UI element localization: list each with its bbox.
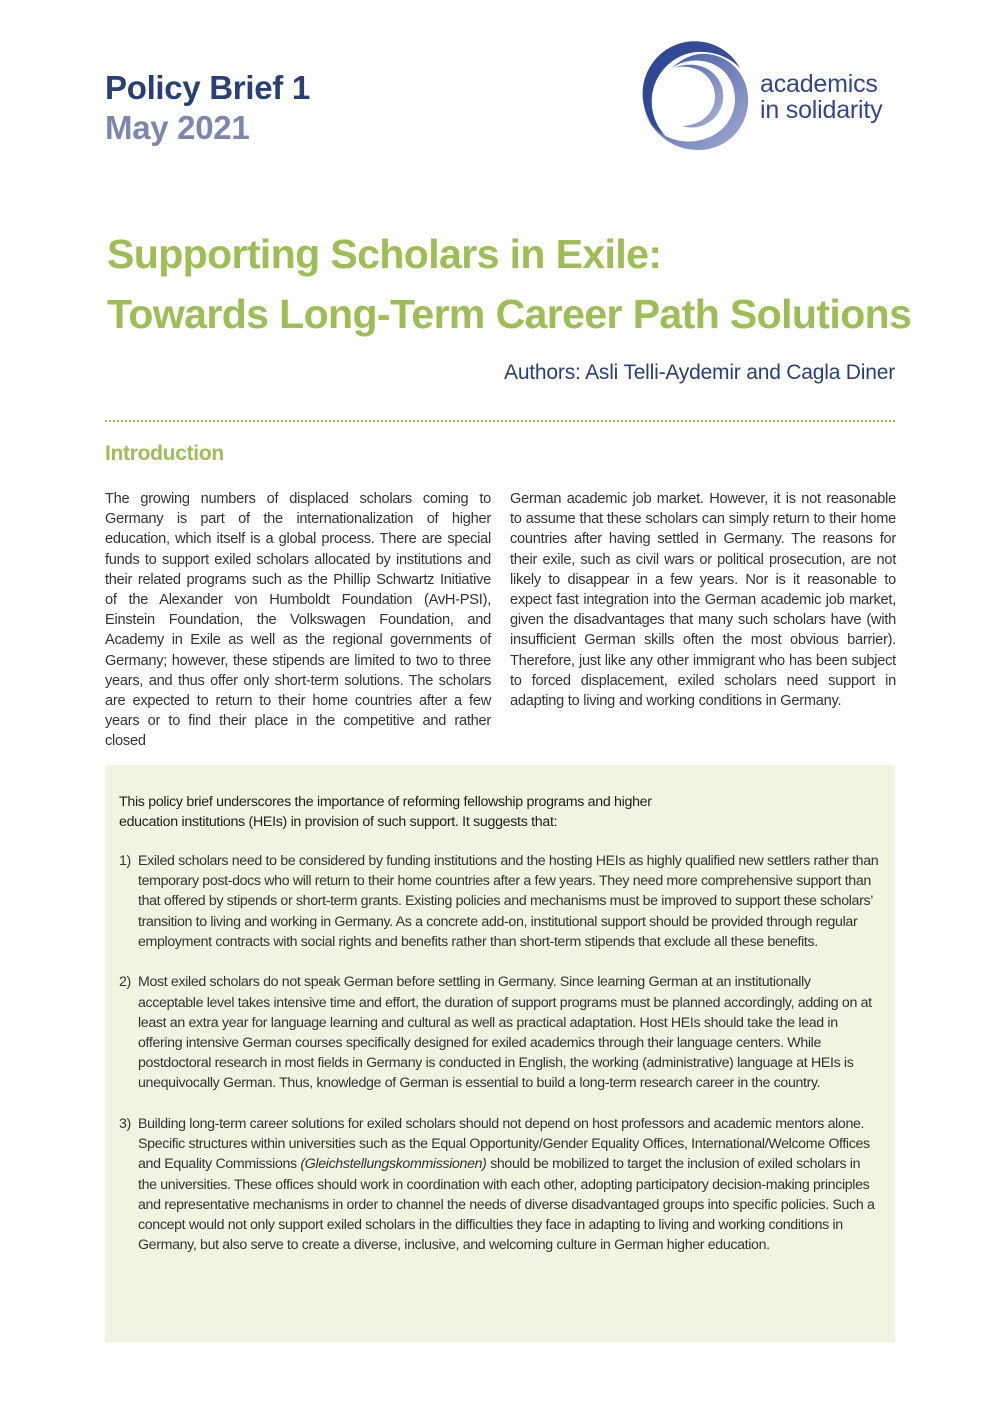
logo-wordmark	[760, 71, 882, 123]
box-intro-line-1: This policy brief underscores the importance of reforming fellowship programs and higher	[119, 794, 652, 810]
section-divider	[105, 420, 895, 422]
key-recommendations-box	[105, 765, 895, 1342]
publication-date: May 2021	[105, 109, 250, 146]
logo-swirl-icon	[640, 38, 752, 152]
box-intro-text	[119, 792, 739, 832]
policy-brief-label: Policy Brief 1	[105, 69, 310, 106]
introduction-right-column: German academic job market. However, it is not reasonable to assume that these scholars can simply return to their home countries after having settled in Germany. The reasons for their exile, such as civil wars or political prosecution, are not likely to disappear in a few years. Nor is it reasonable to expect fast integration into the German academic job market, given the disadvantages that many such scholars have (with insufficient German skills often the most obvious barrier). Therefore, just like any other immigrant who has been subject to forced displacement, exiled scholars need support in adapting to living and working conditions in Germany.	[510, 491, 896, 710]
introduction-left-column: The growing numbers of displaced scholars coming to Germany is part of the internationalization of higher education, which itself is a global process. There are special funds to support exiled scholars allocated by institutions and their related programs such as the Phillip Schwartz Initiative of the Alexander von Humboldt Foundation (AvH-PSI), Einstein Foundation, the Volkswagen Foundation, and Academy in Exile as well as the regional governments of Germany; however, these stipends are limited to two to three years, and thus offer only short-term solutions. The scholars are expected to return to their home countries after a few years or to find their place in the competitive and rather closed	[105, 491, 491, 750]
authors-line: Authors: Asli Telli-Aydemir and Cagla Diner	[504, 361, 895, 384]
introduction-heading: Introduction	[105, 442, 224, 465]
item-text: Exiled scholars need to be considered by funding institutions and the hosting HEIs as highly qualified new settlers rather than temporary post-docs who will return to their home countries after a few years. They need more comprehensive support than that offered by stipends or short-term grants. Existing policies and mechanisms must be improved to support these scholars’ transition to living and working in Germany. As a concrete add-on, institutional support should be provided through regular employment contracts with social rights and benefits rather than short-term stipends that exclude all these benefits.	[138, 853, 879, 950]
document-title	[107, 224, 911, 344]
logo-text-line2: in solidarity	[760, 96, 883, 124]
title-line-1: Supporting Scholars in Exile:	[107, 231, 662, 277]
recommendations-list	[119, 851, 879, 1276]
title-line-2: Towards Long-Term Career Path Solutions	[107, 291, 912, 337]
item-number: 1)	[119, 853, 131, 869]
box-intro-line-2: education institutions (HEIs) in provision of such support. It suggests that:	[119, 814, 558, 831]
item-text-italic-term: (Gleichstellungskommissionen)	[300, 1156, 487, 1173]
item-number: 3)	[119, 1116, 131, 1133]
logo-text-line1: academics	[760, 70, 878, 98]
recommendation-item	[119, 851, 879, 952]
recommendation-item	[119, 1114, 879, 1255]
recommendation-item	[119, 972, 879, 1093]
academics-in-solidarity-logo	[640, 38, 910, 156]
item-number: 2)	[119, 974, 131, 991]
item-text-part-1: Building long-term career solutions for exiled scholars should not depend on host professors and academic mentors alone. Specific structures within universities such as the Equal Opportunity/Gender Equality Offices, International/Welcome Offices and Equality Commissions	[138, 1116, 870, 1173]
item-text: Most exiled scholars do not speak German before settling in Germany. Since learning German at an institutionally acceptable level takes intensive time and effort, the duration of support programs must be planned accordingly, adding on at least an extra year for language learning and cultural as well as practical adaptation. Host HEIs should take the lead in offering intensive German courses specifically designed for exiled academics through their language centers. While postdoctoral research in most fields in Germany is conducted in English, the working (administrative) language at HEIs is unequivocally German. Thus, knowledge of German is essential to build a long-term research career in the country.	[138, 974, 872, 1092]
item-text-part-2: should be mobilized to target the inclusion of exiled scholars in the universities. These offices should work in coordination with each other, adopting participatory decision-making principles and representative mechanisms in order to channel the needs of diverse disadvantaged groups into specific policies. Such a concept would not only support exiled scholars in the difficulties they face in adapting to living and working conditions in Germany, but also serve to create a diverse, inclusive, and welcoming culture in German higher education.	[138, 1156, 875, 1254]
